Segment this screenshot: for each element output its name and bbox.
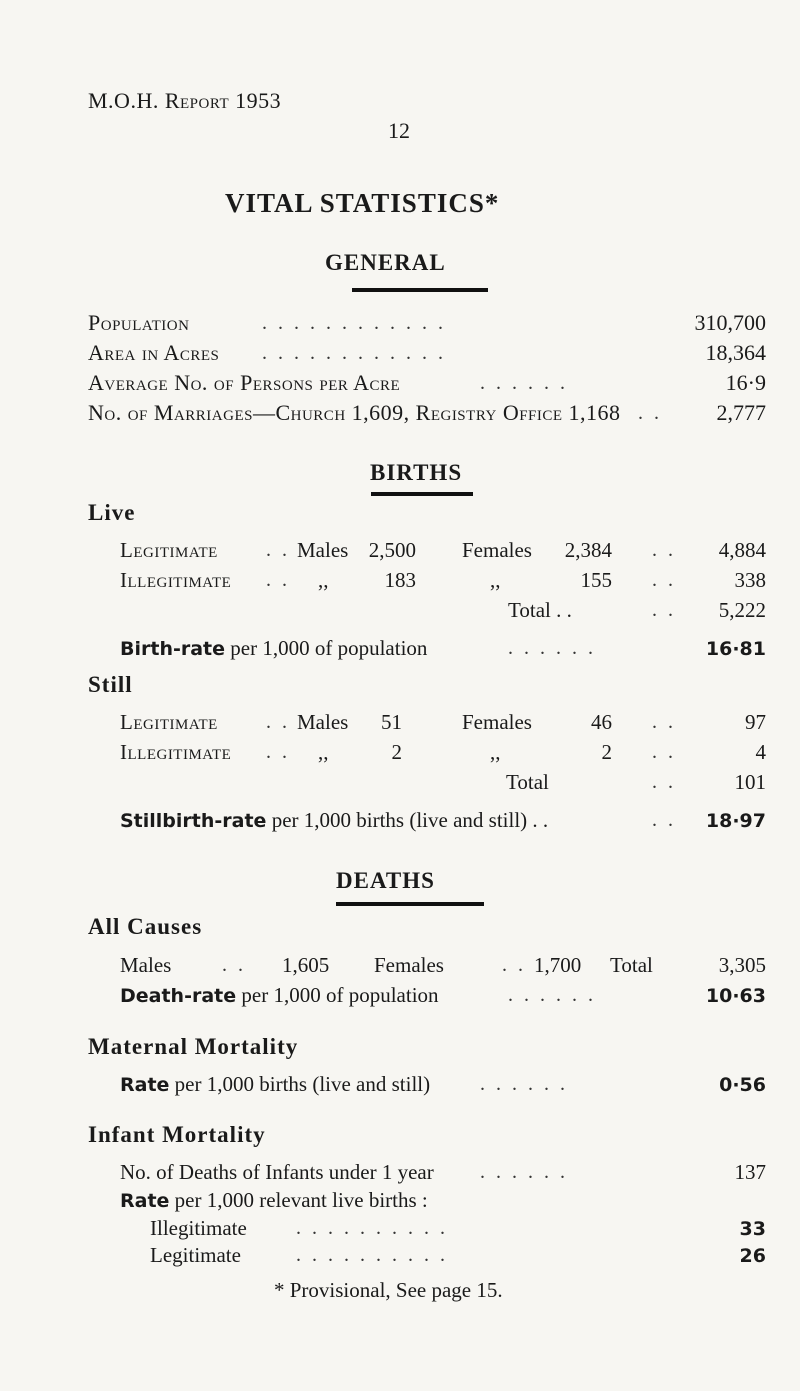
- deaths-heading: DEATHS: [336, 868, 435, 893]
- deaths-males: 1,605: [282, 953, 330, 977]
- deaths-females-label: Females: [374, 953, 444, 977]
- live-illegit-females: 155: [580, 568, 612, 592]
- infant-deaths-value: 137: [734, 1160, 766, 1184]
- death-rate-dots: . . . . . .: [508, 984, 596, 1006]
- live-illegit-males: 183: [384, 568, 416, 592]
- deaths-total: 3,305: [718, 953, 766, 977]
- birth-rate-label: Birth-rate: [120, 638, 226, 660]
- still-legit-males-label: Males: [297, 710, 349, 734]
- still-total-label: Total: [506, 770, 549, 794]
- live-legit-label: Legitimate: [120, 538, 218, 562]
- live-legit-females-label: Females: [462, 538, 532, 562]
- population-label: Population: [88, 310, 190, 335]
- still-total-value: 101: [734, 770, 766, 794]
- maternal-rate-text: per 1,000 births (live and still): [174, 1072, 431, 1096]
- still-illegit-males-label: ,,: [318, 740, 329, 764]
- general-heading: GENERAL: [325, 250, 446, 275]
- infant-rate-text: per 1,000 relevant live births :: [174, 1188, 428, 1212]
- still-legit-males: 51: [381, 710, 402, 734]
- death-rate-label: Death-rate: [120, 985, 237, 1007]
- infant-illegit-label: Illegitimate: [150, 1216, 247, 1240]
- infant-illegit-value: 33: [739, 1218, 766, 1240]
- footnote: * Provisional, See page 15.: [274, 1278, 503, 1302]
- still-illegit-males: 2: [391, 740, 402, 764]
- live-total-dots: . .: [652, 599, 676, 621]
- live-legit-lead: . .: [266, 539, 290, 561]
- density-dots: . . . . . .: [480, 372, 568, 394]
- general-underline: [352, 288, 488, 292]
- marriages-value: 2,777: [716, 400, 766, 425]
- live-illegit-males-label: ,,: [318, 568, 329, 592]
- infant-legit-dots: . . . . . . . . . .: [296, 1244, 448, 1266]
- maternal-rate-label: Rate: [120, 1074, 170, 1096]
- running-head: M.O.H. Report 1953: [88, 88, 282, 113]
- still-illegit-label: Illegitimate: [120, 740, 232, 764]
- density-value: 16·9: [725, 370, 766, 395]
- infant-legit-label: Legitimate: [150, 1243, 241, 1267]
- marriages-label: No. of Marriages—Church 1,609, Registry Office 1,168: [88, 400, 621, 425]
- live-legit-males-label: Males: [297, 538, 349, 562]
- deaths-males-dots: . .: [222, 954, 246, 976]
- deaths-males-label: Males: [120, 953, 172, 977]
- all-causes-heading: All Causes: [88, 914, 203, 939]
- live-illegit-lead: . .: [266, 569, 290, 591]
- maternal-rate-dots: . . . . . .: [480, 1073, 568, 1095]
- infant-deaths-dots: . . . . . .: [480, 1161, 568, 1183]
- live-legit-dots: . .: [652, 539, 676, 561]
- death-rate-text: per 1,000 of population: [241, 983, 439, 1007]
- area-dots: . . . . . . . . . . . .: [262, 342, 446, 364]
- still-legit-total: 97: [745, 710, 766, 734]
- still-illegit-females-label: ,,: [490, 740, 501, 764]
- live-illegit-label: Illegitimate: [120, 568, 232, 592]
- live-illegit-females-label: ,,: [490, 568, 501, 592]
- density-label: Average No. of Persons per Acre: [88, 370, 401, 395]
- infant-rate-label: Rate: [120, 1190, 170, 1212]
- stillbirth-rate-text: per 1,000 births (live and still) . .: [271, 808, 549, 832]
- still-legit-label: Legitimate: [120, 710, 218, 734]
- still-legit-dots: . .: [652, 711, 676, 733]
- birth-rate-dots: . . . . . .: [508, 637, 596, 659]
- still-total-dots: . .: [652, 771, 676, 793]
- still-illegit-dots: . .: [652, 741, 676, 763]
- births-heading: BIRTHS: [370, 460, 463, 485]
- still-heading: Still: [88, 672, 133, 697]
- population-value: 310,700: [694, 310, 766, 335]
- area-label: Area in Acres: [88, 340, 220, 365]
- still-legit-females: 46: [591, 710, 612, 734]
- deaths-total-label: Total: [610, 953, 653, 977]
- birth-rate-text: per 1,000 of population: [230, 636, 428, 660]
- live-total-value: 5,222: [718, 598, 766, 622]
- deaths-underline: [336, 902, 484, 906]
- birth-rate-value: 16·81: [705, 638, 766, 660]
- infant-mortality-heading: Infant Mortality: [88, 1122, 266, 1147]
- area-value: 18,364: [705, 340, 766, 365]
- stillbirth-rate-value: 18·97: [705, 810, 766, 832]
- infant-legit-value: 26: [739, 1245, 766, 1267]
- live-total-label: Total . .: [508, 598, 572, 622]
- infant-illegit-dots: . . . . . . . . . .: [296, 1217, 448, 1239]
- population-dots: . . . . . . . . . . . .: [262, 312, 446, 334]
- marriages-dots: . .: [638, 402, 662, 424]
- page-number: 12: [388, 118, 410, 143]
- deaths-females-dots: . .: [502, 954, 526, 976]
- maternal-mortality-heading: Maternal Mortality: [88, 1034, 299, 1059]
- death-rate-value: 10·63: [705, 985, 766, 1007]
- live-legit-females: 2,384: [564, 538, 612, 562]
- page-title: VITAL STATISTICS*: [225, 188, 500, 218]
- still-legit-females-label: Females: [462, 710, 532, 734]
- live-illegit-dots: . .: [652, 569, 676, 591]
- still-illegit-lead: . .: [266, 741, 290, 763]
- deaths-females: 1,700: [534, 953, 582, 977]
- live-legit-total: 4,884: [718, 538, 766, 562]
- still-illegit-females: 2: [601, 740, 612, 764]
- live-illegit-total: 338: [734, 568, 766, 592]
- still-legit-lead: . .: [266, 711, 290, 733]
- live-heading: Live: [88, 500, 136, 525]
- infant-deaths-label: No. of Deaths of Infants under 1 year: [120, 1160, 434, 1184]
- live-legit-males: 2,500: [368, 538, 416, 562]
- stillbirth-rate-dots: . .: [652, 809, 676, 831]
- births-underline: [371, 492, 473, 496]
- still-illegit-total: 4: [755, 740, 766, 764]
- maternal-rate-value: 0·56: [719, 1074, 766, 1096]
- stillbirth-rate-label: Stillbirth-rate: [120, 810, 267, 832]
